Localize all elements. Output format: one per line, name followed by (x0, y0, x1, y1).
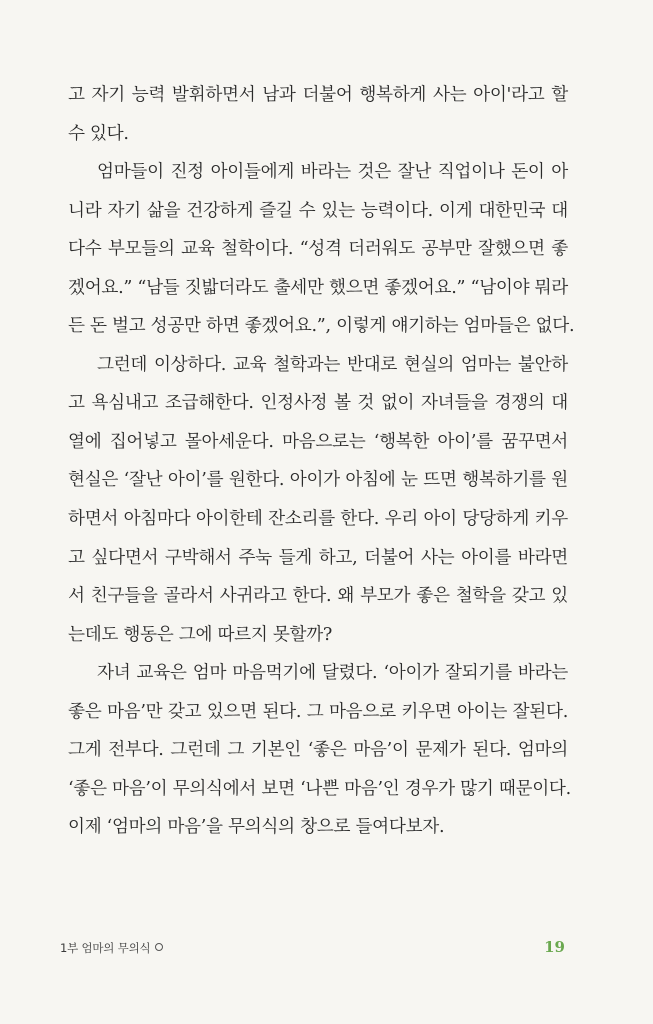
text-line: 엄마들이 진정 아이들에게 바라는 것은 잘난 직업이나 돈이 아 (97, 162, 568, 183)
section-title: 1부 엄마의 무의식 (60, 941, 151, 955)
text-line: 고 싶다면서 구박해서 주눅 들게 하고, 더불어 사는 아이를 바라면 (68, 547, 568, 568)
text-line: 서 친구들을 골라서 사귀라고 한다. 왜 부모가 좋은 철학을 갖고 있 (68, 586, 568, 607)
text-line: 고 자기 능력 발휘하면서 남과 더불어 행복하게 사는 아이'라고 할 (68, 85, 568, 105)
text-line: 고 욕심내고 조급해한다. 인정사정 볼 것 없이 자녀들을 경쟁의 대 (68, 393, 568, 414)
body-text (68, 76, 575, 847)
text-line: 수 있다. (68, 123, 129, 144)
text-line: 다수 부모들의 교육 철학이다. “성격 더러워도 공부만 잘했으면 좋 (68, 239, 568, 260)
text-line: 현실은 ‘잘난 아이’를 원한다. 아이가 아침에 눈 뜨면 행복하기를 원 (68, 470, 568, 491)
text-line: 열에 집어넣고 몰아세운다. 마음으로는 ‘행복한 아이’를 꿈꾸면서 (68, 431, 568, 452)
text-line: 좋은 마음’만 갖고 있으면 된다. 그 마음으로 키우면 아이는 잘된다. (68, 701, 568, 722)
circle-icon (155, 943, 163, 951)
text-line: 하면서 아침마다 아이한테 잔소리를 한다. 우리 아이 당당하게 키우 (68, 509, 568, 530)
text-line: 든 돈 벌고 성공만 하면 좋겠어요.”, 이렇게 얘기하는 엄마들은 없다. (68, 316, 575, 337)
text-line: 겠어요.” “남들 짓밟더라도 출세만 했으면 좋겠어요.” “남이야 뭐라 (68, 277, 568, 298)
text-line: 그런데 이상하다. 교육 철학과는 반대로 현실의 엄마는 불안하 (97, 354, 568, 375)
running-footer (60, 940, 163, 956)
text-line: 는데도 행동은 그에 따르지 못할까? (68, 624, 333, 645)
text-line: 이제 ‘엄마의 마음’을 무의식의 창으로 들여다보자. (68, 817, 445, 838)
text-line: 그게 전부다. 그런데 그 기본인 ‘좋은 마음’이 문제가 된다. 엄마의 (68, 740, 568, 761)
text-line: 자녀 교육은 엄마 마음먹기에 달렸다. ‘아이가 잘되기를 바라는 (97, 663, 568, 684)
page-number: 19 (544, 938, 565, 956)
text-line: ‘좋은 마음’이 무의식에서 보면 ‘나쁜 마음’인 경우가 많기 때문이다. (68, 778, 571, 799)
text-line: 니라 자기 삶을 건강하게 즐길 수 있는 능력이다. 이게 대한민국 대 (68, 200, 568, 221)
